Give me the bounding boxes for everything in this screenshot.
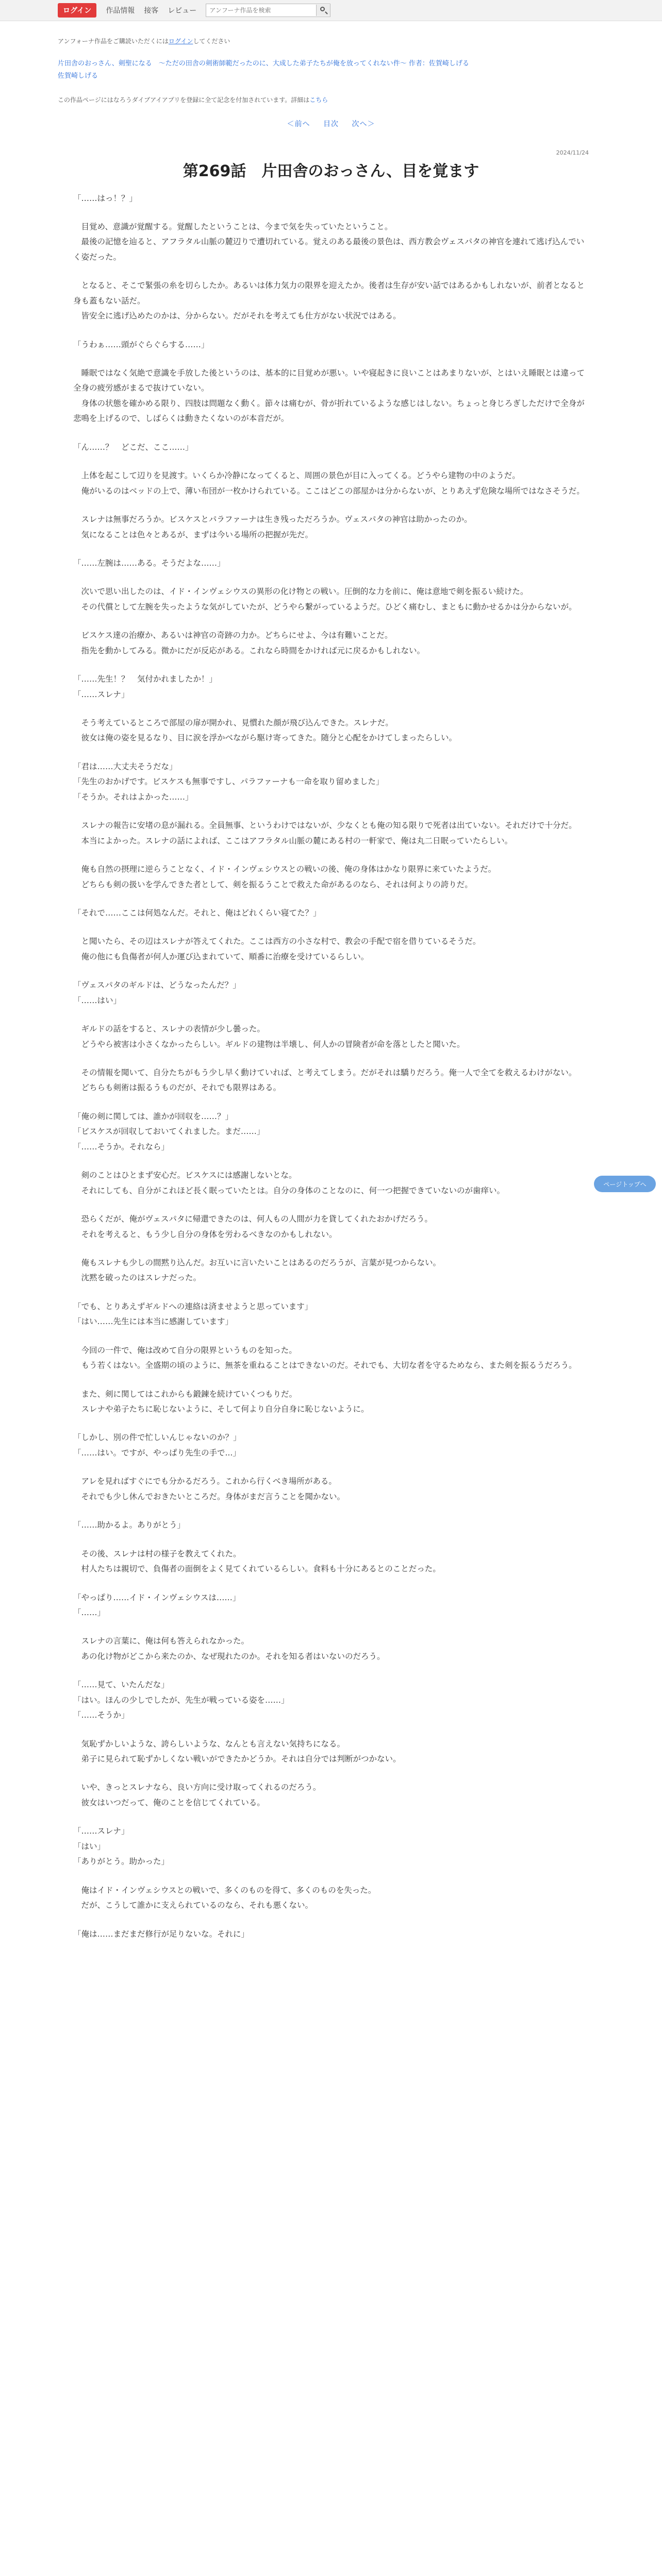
novel-paragraph: 「俺は……まだまだ修行が足りないな。それに」: [73, 1929, 250, 1939]
page-header: [58, 37, 604, 104]
novel-paragraph: 俺はイド・インヴェシウスとの戦いで、多くのものを得て、多くのものを失った。 だが、こうして誰かに支えられているのなら、それも悪くない。: [81, 1885, 376, 1910]
login-link[interactable]: ログイン: [168, 38, 193, 45]
novel-paragraph: 剣のことはひとまず安心だ。ビスケスには感謝しないとな。 それにしても、自分がこれほど長く眠っていたとは。自分の身体のことなのに、何一つ把握できていないのが歯痒い。: [81, 1171, 505, 1195]
novel-paragraph: そう考えているところで部屋の扉が開かれ、見慣れた顔が飛び込んできた。スレナだ。 彼女は俺の姿を見るなり、目に涙を浮かべながら駆け寄ってきた。随分と心配をかけてしまったらしい。: [81, 718, 457, 743]
novel-paragraph: 「……先生！？ 気付かれましたか！」 「……スレナ」: [73, 674, 218, 699]
novel-paragraph: と聞いたら、その辺はスレナが答えてくれた。ここは西方の小さな村で、教会の手配で宿を借りているそうだ。 俺の他にも負傷者が何人か運び込まれていて、順番に治療を受けているらしい。: [81, 937, 481, 961]
novel-paragraph: その情報を聞いて、自分たちがもう少し早く動けていれば、と考えてしまう。だがそれは驕りだろう。俺一人で全てを救えるわけがない。 どちらも剣術は振るうものだが、それでも限界はある。: [81, 1068, 577, 1093]
novel-paragraph: 気恥ずかしいような、誇らしいような、なんとも言えない気持ちになる。 弟子に見られて恥ずかしくない戦いができたかどうか。それは自分では判断がつかない。: [81, 1739, 401, 1764]
nav-item-works[interactable]: 作品情報: [106, 7, 135, 15]
novel-paragraph: 俺もスレナも少しの間黙り込んだ。お互いに言いたいことはあるのだろうが、言葉が見つからない。 沈黙を破ったのはスレナだった。: [81, 1258, 441, 1283]
novel-body: [73, 191, 589, 1942]
login-button[interactable]: ログイン: [58, 3, 96, 18]
details-link[interactable]: こちら: [309, 96, 328, 104]
page-top-button[interactable]: ページトップへ: [594, 1176, 656, 1192]
novel-paragraph: 「それで……ここは何処なんだ。それと、俺はどれくらい寝てた？」: [73, 908, 321, 918]
novel-paragraph: スレナの言葉に、俺は何も答えられなかった。 あの化け物がどこから来たのか、なぜ現れたのか。それを知る者はいないのだろう。: [81, 1636, 385, 1661]
novel-paragraph: スレナは無事だろうか。ビスケスとパラファーナは生き残っただろうか。ヴェスパタの神官は助かったのか。 気になることは色々とあるが、まずは今いる場所の把握が先だ。: [81, 515, 472, 539]
novel-paragraph: 「……スレナ」 「はい」 「ありがとう。助かった」: [73, 1826, 170, 1867]
novel-paragraph: 目覚め、意識が覚醒する。覚醒したということは、今まで気を失っていたということ。 最後の記憶を辿ると、アフラタル山脈の麓辺りで遭切れている。覚えのある最後の景色は、西方教会ヴェスパタの神官を連れて逃げ込んでいく姿だった。: [73, 222, 585, 262]
novel-paragraph: 今回の一件で、俺は改めて自分の限界というものを知った。 もう若くはない。全盛期の頃のように、無茶を重ねることはできないのだ。それでも、大切な者を守るためなら、また剣を振るうだろう。: [81, 1345, 577, 1370]
search-input[interactable]: [206, 5, 316, 16]
table-of-contents-link[interactable]: 目次: [323, 120, 339, 128]
novel-paragraph: 上体を起こして辺りを見渡す。いくらか冷静になってくると、周囲の景色が目に入ってくる。どうやら建物の中のようだ。 俺がいるのはベッドの上で、薄い布団が一枚かけられている。ここはどこの部屋かは分からないが、とりあえず危険な場所ではなさそうだ。: [81, 471, 585, 496]
series-title-link[interactable]: 片田舎のおっさん、剣聖になる ～ただの田舎の剣術師範だったのに、大成した弟子たちが俺を放ってくれない件～ 作者：佐賀崎しげる: [58, 60, 469, 67]
novel-paragraph: となると、そこで緊張の糸を切らしたか。あるいは体力気力の限界を迎えたか。後者は生存が安い話ではあるかもしれないが、前者となると身も蓋もない話だ。 皆安全に逃げ込めたのかは、分からない。だがそれを考えても仕方がない状況ではある。: [73, 281, 585, 321]
novel-paragraph: 「ん……？ どこだ、ここ……」: [73, 442, 193, 452]
episode-date: 2024/11/24: [556, 149, 589, 156]
episode-title: 第269話 片田舎のおっさん、目を覚ます: [183, 162, 479, 180]
novel-paragraph: ビスケス達の治療か、あるいは神官の奇跡の力か。どちらにせよ、今は有難いことだ。 指先を動かしてみる。微かにだが反応がある。これなら時間をかければ元に戻るかもしれない。: [81, 631, 425, 655]
search-button[interactable]: [316, 5, 330, 16]
novel-paragraph: ギルドの話をすると、スレナの表情が少し曇った。 どうやら被害は小さくなかったらしい。ギルドの建物は半壊し、何人かの冒険者が命を落としたと聞いた。: [81, 1024, 465, 1049]
novel-paragraph: 恐らくだが、俺がヴェスパタに帰還できたのは、何人もの人間が力を貸してくれたおかげだろう。 それを考えると、もう少し自分の身体を労わるべきなのかもしれない。: [81, 1214, 433, 1239]
novel-paragraph: 「うわぁ……頭がぐらぐらする……」: [73, 340, 209, 349]
novel-paragraph: 「……左腕は……ある。そうだよな……」: [73, 558, 225, 568]
novel-paragraph: スレナの報告に安堵の息が漏れる。全員無事、というわけではないが、少なくとも俺の知る限りで死者は出ていない。それだけで十分だ。 本当によかった。スレナの話によれば、ここはアフラタル山脈の麓にある村の一軒家で、俺は丸二日眠っていたらしい。: [81, 821, 577, 845]
top-navigation-bar: [0, 0, 662, 21]
novel-paragraph: 「やっぱり……イド・インヴェシウスは……」 「……」: [73, 1592, 241, 1617]
novel-paragraph: 「……はっ！？」: [73, 193, 138, 203]
nav-item-review[interactable]: レビュー: [168, 7, 197, 15]
novel-paragraph: 「……見て、いたんだな」 「はい。ほんの少しでしたが、先生が戦っている姿を……」 「……そうか」: [73, 1680, 289, 1720]
novel-paragraph: その後、スレナは村の様子を教えてくれた。 村人たちは親切で、負傷者の面倒をよく見てくれているらしい。食料も十分にあるとのことだった。: [81, 1549, 441, 1574]
author-link[interactable]: 佐賀崎しげる: [58, 72, 98, 80]
chapter-pager: [0, 118, 662, 129]
novel-paragraph: 「でも、とりあえずギルドへの連絡は済ませようと思っています」 「はい……先生には本当に感謝しています」: [73, 1301, 313, 1327]
novel-paragraph: 睡眠ではなく気絶で意識を手放した後というのは、基本的に目覚めが悪い。いや寝起きに良いことはあまりないが、とはいえ睡眠とは違って全身の疲労感がまるで抜けていない。 身体の状態を確かめる限り、四肢は問題なく動く。節々は痛むが、骨が折れているような感じはしない。ちょっと身じろぎしただけで全身が悲鳴を上げるので、しばらくは動きたくないのが本音だが。: [73, 368, 585, 423]
prev-chapter-link[interactable]: ＜前へ: [287, 120, 310, 128]
novel-paragraph: また、剣に関してはこれからも鍛錬を続けていくつもりだ。 スレナや弟子たちに恥じないように、そして何より自分自身に恥じないように。: [81, 1389, 369, 1414]
novel-paragraph: アレを見ればすぐにでも分かるだろう。これから行くべき場所がある。 それでも少し休んでおきたいところだ。身体がまだ言うことを聞かない。: [81, 1477, 345, 1501]
search-icon: [320, 7, 325, 11]
novel-paragraph: 「……助かるよ。ありがとう」: [73, 1520, 186, 1530]
novel-paragraph: 「君は……大丈夫そうだな」 「先生のおかげです。ビスケスも無事ですし、パラファーナも一命を取り留めました」 「そうか。それはよかった……」: [73, 761, 384, 802]
novel-paragraph: 次いで思い出したのは、イド・インヴェシウスの異形の化け物との戦い。圧倒的な力を前に、俺は意地で剣を振るい続けた。 その代償として左腕を失ったような気がしていたが、どうやら繋がっているようだ。ひどく痛むし、まともに動かせるかは分からないが。: [81, 587, 577, 612]
novel-paragraph: 「ヴェスパタのギルドは、どうなったんだ？」 「……はい」: [73, 980, 241, 1005]
app-notice: この作品ページにはなろうダイブアイアプリを登録に全て記念を付加されています。詳細はこちら: [58, 96, 328, 104]
nav-item-service[interactable]: 接客: [144, 7, 159, 15]
novel-paragraph: 「俺の剣に関しては、誰かが回収を……？」 「ビスケスが回収しておいてくれました。まだ……」 「……そうか。それなら」: [73, 1111, 265, 1151]
novel-paragraph: いや、きっとスレナなら、良い方向に受け取ってくれるのだろう。 彼女はいつだって、俺のことを信じてくれている。: [81, 1783, 321, 1807]
login-notice: アンフォーナ作品をご購読いただくにはログインしてください: [58, 38, 230, 45]
search-box: [206, 4, 330, 17]
novel-paragraph: 俺も自然の摂理に逆らうことなく、イド・インヴェシウスとの戦いの後、俺の身体はかなり限界に来ていたようだ。 どちらも剣の扱いを学んできた者として、剣を振るうことで救えた命があるのなら、それは何よりの誇りだ。: [81, 865, 496, 889]
novel-paragraph: 「しかし、別の件で忙しいんじゃないのか？」 「……はい。ですが、やっぱり先生の手で...」: [73, 1433, 241, 1458]
next-chapter-link[interactable]: 次へ＞: [352, 120, 375, 128]
